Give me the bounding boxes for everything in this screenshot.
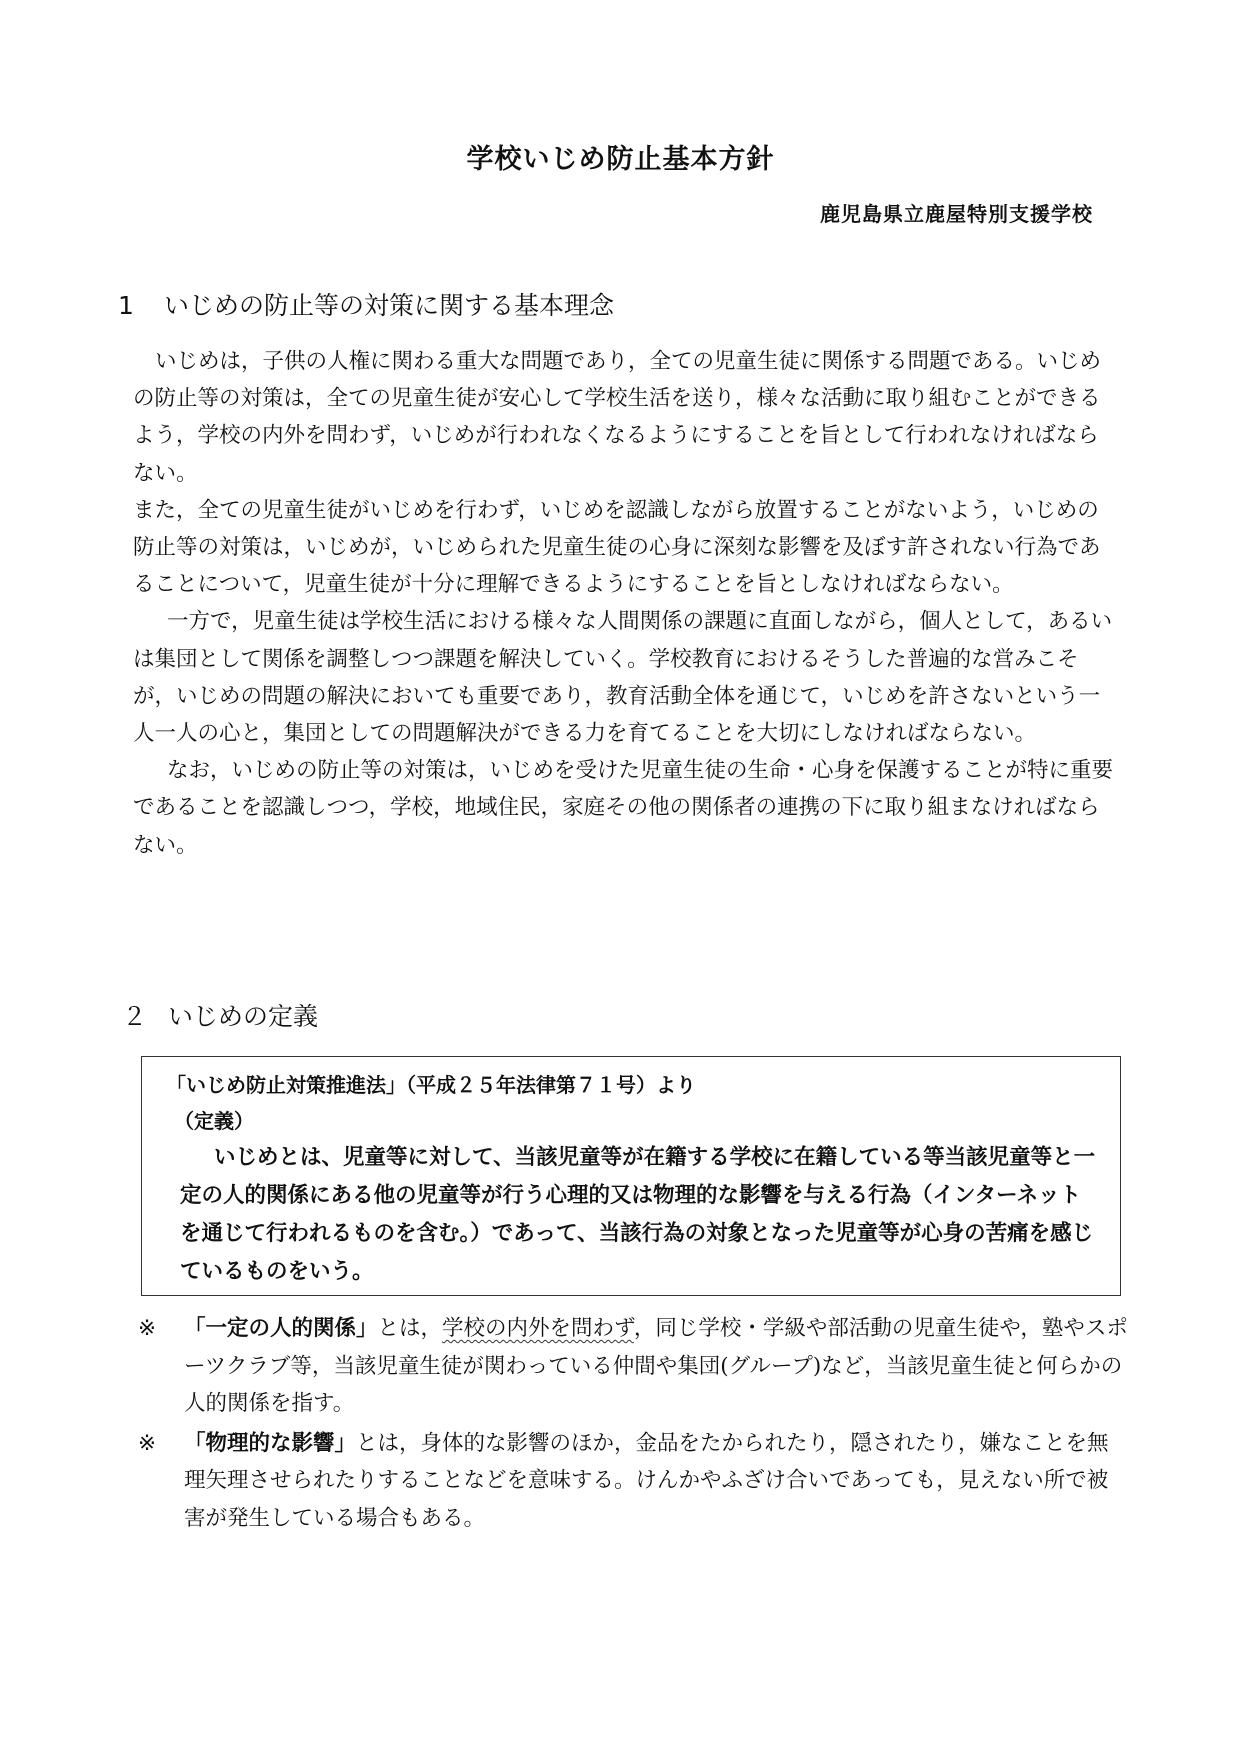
note-item	[138, 1425, 1128, 1538]
law-box-definition: いじめとは、児童等に対して、当該児童等が在籍する学校に在籍している等当該児童等と一定の人的関係にある他の児童等が行う心理的又は物理的な影響を与える行為（インターネットを通じて行われるものを含む。）であって、当該行為の対象となった児童等が心身の苦痛を感じているものをいう。	[180, 1145, 1096, 1284]
section-2-heading	[122, 997, 318, 1033]
section-2-title: いじめの定義	[168, 1002, 319, 1031]
paragraph-4: なお，いじめの防止等の対策は，いじめを受けた児童生徒の生命・心身を保護することが特に重要であることを認識しつつ，学校，地域住民，家庭その他の関係者の連携の下に取り組まなければならない。	[133, 758, 1114, 858]
note-emphasis: 学校の内外を問わず	[442, 1316, 634, 1341]
note-pre: とは，	[377, 1316, 443, 1341]
note-item	[138, 1310, 1128, 1423]
note-mark: ※	[138, 1430, 157, 1456]
note-mark: ※	[138, 1316, 157, 1341]
note-term: 「一定の人的関係」	[184, 1316, 378, 1341]
note-pre: とは，	[356, 1430, 421, 1456]
section-1-body	[133, 343, 1113, 864]
law-box-subtitle: （定義）	[174, 1109, 254, 1133]
law-box-title: 「いじめ防止対策推進法」（平成２５年法律第７１号）より	[166, 1073, 696, 1097]
note-body	[184, 1310, 1128, 1423]
note-term: 「物理的な影響」	[184, 1430, 357, 1456]
paragraph-2: また，全ての児童生徒がいじめを行わず，いじめを認識しながら放置することがないよう，いじめの防止等の対策は，いじめが，いじめられた児童生徒の心身に深刻な影響を及ぼす許されない行為であることについて，児童生徒が十分に理解できるようにすることを旨としなければならない。	[133, 497, 1101, 598]
school-name: 鹿児島県立鹿屋特別支援学校	[820, 202, 1093, 226]
note-text: ，同じ学校・学級や部活動の児童生徒や，塾やスポーツクラブ等，当該児童生徒が関わっている仲間や集団(グループ)など，当該児童生徒と何らかの人的関係を指す。	[184, 1316, 1128, 1416]
law-definition-box	[141, 1056, 1121, 1296]
paragraph-3: 一方で，児童生徒は学校生活における様々な人間関係の課題に直面しながら，個人として，あるいは集団として関係を調整しつつ課題を解決していく。学校教育におけるそうした普遍的な営みこそが，いじめの問題の解決においても重要であり，教育活動全体を通じて，いじめを許さないという一人一人の心と，集団としての問題解決ができる力を育てることを大切にしなければならない。	[133, 609, 1113, 747]
section-1-title: いじめの防止等の対策に関する基本理念	[164, 291, 615, 320]
note-body	[184, 1425, 1128, 1538]
section-1-heading	[118, 286, 614, 322]
definition-notes	[138, 1310, 1128, 1539]
section-1-number: 1	[118, 291, 134, 320]
section-2-number: ２	[122, 1002, 148, 1031]
paragraph-1: いじめは，子供の人権に関わる重大な問題であり，全ての児童生徒に関係する問題である。いじめの防止等の対策は，全ての児童生徒が安心して学校生活を送り，様々な活動に取り組むことができるよう，学校の内外を問わず，いじめが行われなくなるようにすることを旨として行われなければならない。	[133, 349, 1102, 486]
page-title: 学校いじめ防止基本方針	[466, 144, 775, 175]
note-text: 身体的な影響のほか，金品をたかられたり，隠されたり，嫌なことを無理矢理させられたりすることなどを意味する。けんかやふざけ合いであっても，見えない所で被害が発生している場合もある。	[184, 1430, 1109, 1531]
